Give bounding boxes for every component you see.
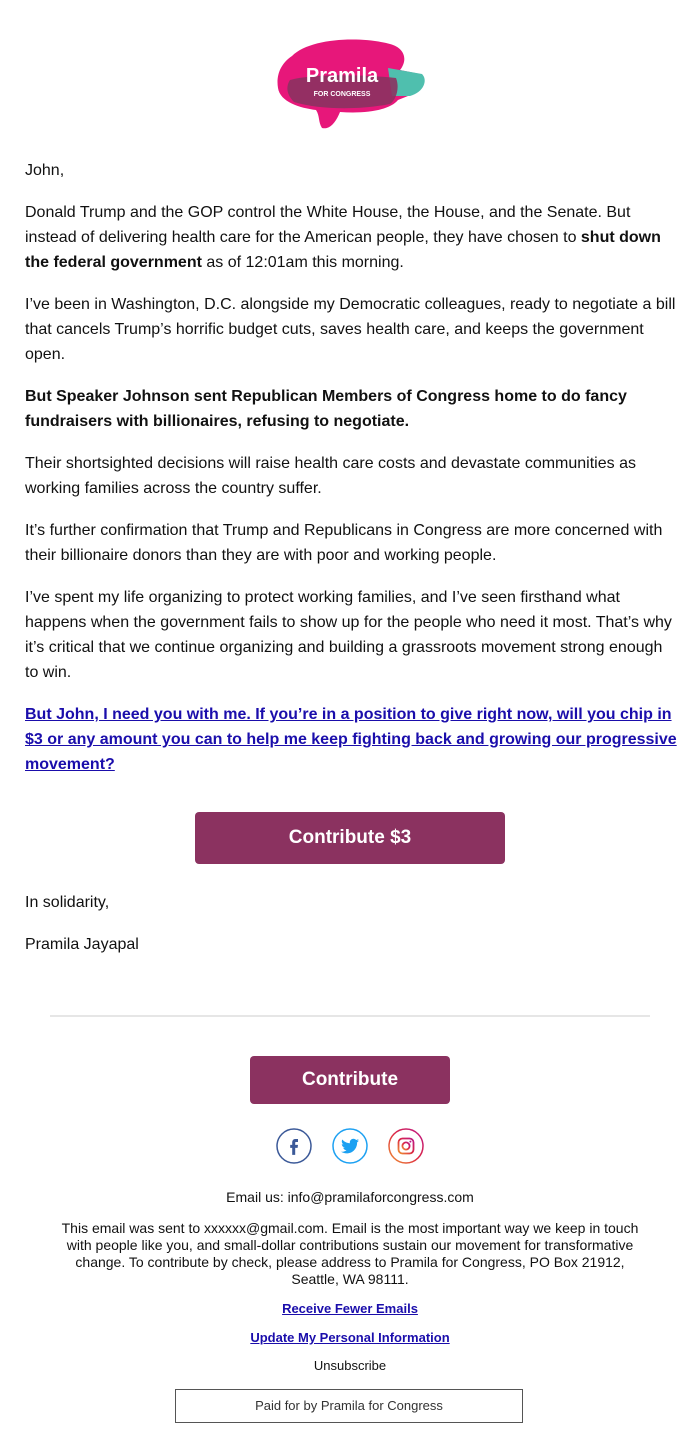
update-personal-info-link[interactable]: Update My Personal Information <box>250 1330 450 1345</box>
email-body <box>25 158 680 794</box>
paragraph-5: It’s further confirmation that Trump and Republicans in Congress are more concerned with their billionaire donors than they are with poor and working people. <box>25 522 663 564</box>
donate-cta-link[interactable]: But John, I need you with me. If you’re in a position to give right now, will you chip in $3 or any amount you can to help me keep fighting back and growing our progressive movement? <box>25 706 677 773</box>
paid-for-disclaimer: Paid for by Pramila for Congress <box>175 1389 523 1423</box>
receive-fewer-emails-link[interactable]: Receive Fewer Emails <box>282 1301 418 1316</box>
logo-tagline: FOR CONGRESS <box>313 91 371 98</box>
paragraph-6: I’ve spent my life organizing to protect working families, and I’ve seen firsthand what happens when the government fails to show up for the people who need it most. That’s why it’s critical that we continue organizing and building a grassroots movement strong enough to win. <box>25 589 672 681</box>
closing: In solidarity, <box>25 894 110 911</box>
footer-divider <box>50 1015 650 1017</box>
campaign-logo <box>270 30 430 134</box>
twitter-icon[interactable] <box>332 1128 368 1164</box>
contribute-3-button[interactable]: Contribute $3 <box>195 812 505 864</box>
paragraph-2: I’ve been in Washington, D.C. alongside my Democratic colleagues, ready to negotiate a bill that cancels Trump’s horrific budget cuts, saves health care, and keeps the government open. <box>25 296 676 363</box>
update-info-row <box>0 1329 700 1345</box>
paragraph-4: Their shortsighted decisions will raise health care costs and devastate communities as working families across the country suffer. <box>25 455 636 497</box>
cta-paragraph <box>25 702 680 777</box>
facebook-icon[interactable] <box>276 1128 312 1164</box>
instagram-icon[interactable] <box>388 1128 424 1164</box>
unsubscribe-link[interactable]: Unsubscribe <box>313 1358 387 1373</box>
signoff <box>25 890 139 974</box>
contribute-button[interactable]: Contribute <box>250 1056 450 1104</box>
signature: Pramila Jayapal <box>25 936 139 953</box>
paragraph-1: Donald Trump and the GOP control the White House, the House, and the Senate. But instead of delivering health care for the American people, they have chosen to shut down the federal government as of 12:01am this morning. <box>25 204 661 271</box>
footer-disclaimer: This email was sent to xxxxxx@gmail.com. Email is the most important way we keep in touch with people like you, and small-dollar contributions sustain our movement for transformative change. To contribute by check, please address to Pramila for Congress, PO Box 21912, Seattle, WA 98111. <box>61 1220 639 1287</box>
greeting: John, <box>25 162 65 179</box>
email-us-line: Email us: info@pramilaforcongress.com <box>226 1189 474 1205</box>
logo-name: Pramila <box>305 65 379 87</box>
fewer-emails-row <box>0 1300 700 1316</box>
paragraph-3: But Speaker Johnson sent Republican Members of Congress home to do fancy fundraisers with billionaires, refusing to negotiate. <box>25 388 627 430</box>
shutdown-emphasis: shut down the federal government <box>25 229 661 271</box>
